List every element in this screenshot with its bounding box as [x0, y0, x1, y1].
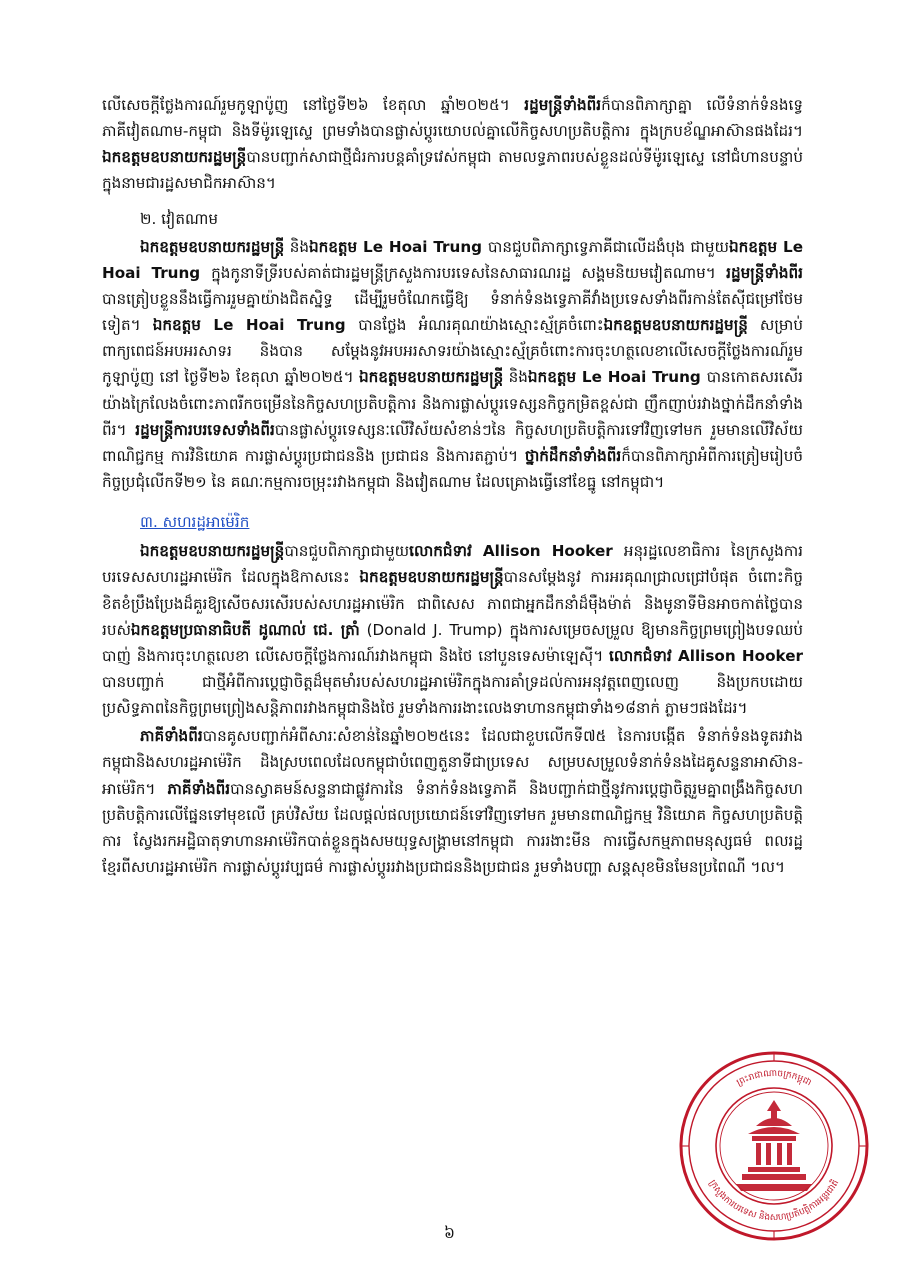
text-run: អនុរដ្ឋលេខាធិការ នៃក្រសួងការបរទេសសហរដ្ឋអាម៉េរិក ដែលក្នុងឱកាសនេះ: [102, 542, 803, 587]
text-run: បានគូសបញ្ជាក់អំពីសារៈសំខាន់នៃឆ្នាំ២០២៥នេះ ដែលជាខួបលើកទី៧៥ នៃការបង្កើត ទំនាក់ទំនងទូតរវាងកម្ពុជានិងសហរដ្ឋអាម៉េរិក ដិងស្របពេលដែលកម្ពុជាបំពេញតួនាទីជាប្រទេស សម្របសម្រួលទំនាក់ទំនងដៃគូសន្ទនាអាស៊ាន-អាម៉េរិក។: [102, 727, 803, 798]
text-run: ភាគីទាំងពីរ: [140, 727, 203, 746]
text-run: ឯកឧត្ដមឧបនាយករដ្ឋមន្ត្រី: [358, 368, 504, 387]
text-run: ២. វៀតណាម: [140, 209, 218, 228]
text-run: ឯកឧត្ដមឧបនាយករដ្ឋមន្ត្រី: [140, 237, 285, 256]
text-run: សម្រាប់ពាក្យពេជន៍អបអរសាទរ និងបាន សម្ដែងនូវអបអរសាទរយ៉ាងស្មោះស្ម័គ្រចំពោះការចុះហត្ថលេខាលើសេចក្តីថ្លែងការណ៍រួមកូឡាប៉ូញ នៅ ថ្ងៃទី២៦ ខែតុលា ឆ្នាំ២០២៥។: [102, 316, 803, 387]
text-run: បានកោតសរសើរ យ៉ាងក្រៃលែងចំពោះភាពរីកចម្រើននៃកិច្ចសហប្រតិបត្តិការ និងការផ្លាស់ប្ដូរទេស្សនកិច្ចកម្រិតខ្ពស់ជា ញឹកញាប់រវាងថ្នាក់ដឹកនាំទាំងពីរ។: [102, 368, 803, 439]
paragraph-usa-2: [102, 723, 803, 880]
svg-text:ក្រសួងការបរទេស និងសហប្រតិបត្តិ: ក្រសួងការបរទេស និងសហប្រតិបត្តិការអន្តរជាតិ: [706, 1178, 842, 1224]
text-run: និង: [503, 368, 528, 387]
text-run: លើសេចក្តីថ្លែងការណ៍រួមកូឡាប៉ូញ នៅថ្ងៃទី២៦ ខែតុលា ឆ្នាំ២០២៥។: [102, 96, 525, 114]
text-run: ភាគីទាំងពីរ: [167, 779, 231, 798]
text-run: ក៏បានពិភាក្សាអំពីការត្រៀមរៀបចំកិច្ចប្រជុំលើកទី២១ នៃ គណៈកម្មការចម្រុះរវាងកម្ពុជា និងវៀតណាម ដែលគ្រោងធ្វើនៅខែធ្នូ នៅកម្ពុជា។: [102, 446, 803, 491]
heading-section-3: [102, 509, 803, 535]
text-run: រដ្ឋមន្ត្រីទាំងពីរ: [524, 96, 602, 114]
official-red-seal: [676, 1048, 872, 1244]
text-run: បានជួបពិភាក្សាទ្វេភាគីជាលើដងំបុង ជាមួយ: [487, 237, 729, 256]
text-run: រដ្ឋមន្ត្រីទាំងពីរ: [726, 263, 803, 282]
text-run: ឯកឧត្ដមឧបនាយករដ្ឋមន្ត្រី: [359, 568, 504, 587]
text-run: បានសម្ដែងនូវ ការអរគុណជ្រាលជ្រៅបំផុត ចំពោះកិច្ចខិតខំប្រឹងប្រែងដ៏គួរឱ្យសើចសរសើរបស់សហរដ្ឋអាម៉េរិក ជាពិសេស ភាពជាអ្នកដឹកនាំដ៏មុឺងម៉ាត់ និងមូនាទីមិនអាចកាត់ថ្លៃបានរបស់: [102, 568, 804, 639]
text-run: បានត្រៀបខ្លួននឹងធ្វើការរួមគ្នាយ៉ាងជិតស្និទ្ធ ដើម្បីរួមចំណែកធ្វើឱ្យ ទំនាក់ទំនងទ្វេភាគីវាំងប្រទេសទាំងពីរកាន់តែស៊ីជម្រៅថែមទៀត។: [102, 289, 803, 335]
text-run: ក្នុងកូនាទីទ្រីរបស់គាត់ជារដ្ឋមន្ត្រីក្រសួងការបរទេសនៃសាធារណរដ្ឋ សង្គមនិយមវៀតណាម។: [211, 263, 727, 282]
text-run: លោកជំទាវ: [609, 646, 672, 665]
text-run: ឯកឧត្ដមឧបនាយករដ្ឋមន្ត្រី: [140, 542, 285, 561]
text-run: បានថ្លែង អំណរគុណយ៉ាងស្មោះស្ម័គ្រចំពោះ: [358, 316, 604, 335]
text-run: Allison Hooker: [471, 542, 624, 561]
text-run: ថ្នាក់ដឹកនាំទាំងពីរ: [524, 446, 622, 465]
text-run: ៣. សហរដ្ឋអាម៉េរិក: [140, 513, 250, 532]
paragraph-intro-continued: [102, 92, 803, 197]
text-run: Le Hoai Trung: [576, 368, 707, 387]
paragraph-usa-1: [102, 538, 803, 721]
heading-section-2: [102, 206, 803, 232]
text-run: ឯកឧត្ដម: [728, 237, 778, 256]
text-run: បានជួបពិភាក្សាជាមួយ: [284, 542, 410, 561]
svg-text:ព្រះរាជាណាចក្រកម្ពុជា: ព្រះរាជាណាចក្រកម្ពុជា: [735, 1068, 813, 1089]
document-body: [102, 92, 803, 880]
text-run: ឯកឧត្ដមប្រធានាធិបតី ដូណាល់ ជេ. ត្រាំ: [130, 620, 360, 639]
text-run: បានស្វាគមន៍សន្ទនាជាផ្លូវការនៃ ទំនាក់ទំនងទ្វេភាគី និងបញ្ជាក់ជាថ្មីនូវការប្តេជ្ញាចិត្តរួមគ្នាពង្រឹងកិច្ចសហប្រតិបត្តិការលើផ្នែនទៅមុខលើ គ្រប់វិស័យ ដែលផ្តល់ផលប្រយោជន៍ទៅវិញទៅមក រួមមានពាណិជ្ជកម្ម វិនិយោគ កិច្ចសហប្រតិបត្តិការ ស្វែងរកអដ្ឋិធាតុទាហានអាម៉េរិកបាត់ខ្លួនក្នុងសមយុទ្ធសង្គ្រាមនៅកម្ពុជា ការរងាះមីន ការធ្វើសកម្មភាពមនុស្សធម៌ ពលរដ្ឋខ្មែរពីសហរដ្ឋអាម៉េរិក ការផ្លាស់ប្ដូរវប្បធម៌ ការផ្លាស់ប្ដូររវាងប្រជាជននិងប្រជាជន រួមទាំងបញ្ហា សន្តសុខមិនមែនប្រពៃណី ។ល។: [102, 779, 803, 876]
text-run: ឯកឧត្ដមឧបនាយករដ្ឋមន្ត្រី: [603, 316, 748, 335]
text-run: និង: [284, 237, 309, 256]
text-run: ឯកឧត្ដម: [309, 237, 358, 256]
text-run: Le Hoai Trung: [357, 237, 488, 256]
text-run: ឯកឧត្ដម: [527, 368, 577, 387]
text-run: Le Hoai Trung: [200, 316, 359, 335]
text-run: (Donald J. Trump): [359, 620, 510, 639]
text-run: ឯកឧត្ដមឧបនាយករដ្ឋមន្ត្រី: [102, 148, 247, 167]
text-run: Le Hoai Trung: [102, 237, 804, 282]
text-run: Allison Hooker: [671, 646, 803, 665]
text-run: លោកជំទាវ: [409, 542, 472, 561]
text-run: ក៏បានពិភាក្សាគ្នា លើទំនាក់ទំនងទ្វេភាគីវៀតណាម-កម្ពុជា និងទីម៉ូរឡេស្ទេ ព្រមទាំងបានផ្លាស់ប្ដូរយោបល់គ្នាលើកិច្ចសហប្រតិបត្តិការ ក្នុងក្របខ័ណ្ឌអាស៊ានផងដែរ។: [102, 96, 803, 141]
text-run: រដ្ឋមន្ត្រីការបរទេសទាំងពីរ: [135, 420, 275, 439]
page-number: ៦: [444, 1224, 455, 1242]
text-run: ឯកឧត្ដម: [152, 316, 201, 335]
text-run: បានបញ្ជាក់ ជាថ្មីអំពីការប្តេជ្ញាចិត្តដ៏មុតមាំរបស់សហរដ្ឋអាម៉េរិកក្នុងការគាំទ្រដល់ការអនុវត្តពេញលេញ និងប្រកបដោយ ប្រសិទ្ធភាពនៃកិច្ចព្រមព្រៀងសន្តិភាពរវាងកម្ពុជានិងថៃ រួមទាំងការរងាះលេងទាហានកម្ពុជាទាំង១៨នាក់ ភ្លាមៗផងដែរ។: [102, 672, 803, 718]
paragraph-vietnam: [102, 234, 803, 495]
text-run: ក្នុងការសម្រេចសម្រួល ឱ្យមានកិច្ចព្រមព្រៀងបទឈប់បាញ់ និងការចុះហត្ថលេខា លើសេចក្តីថ្លែងការណ៍រវាងកម្ពុជា និងថៃ នៅបួនទេសម៉ាឡេស៊ី។: [102, 620, 803, 665]
text-run: បានបញ្ជាក់សាជាថ្មីជំរការបន្តគាំទ្រវេស់កម្ពុជា តាមលទ្ធភាពរបស់ខ្លួនដល់ទីម៉ូរឡេស្ទេ នៅជំហានបន្ទាប់ក្នុងនាមជារដ្ឋសមាជិកអាស៊ាន។: [102, 148, 803, 193]
text-run: បានផ្លាស់ប្ដូរទេស្សនៈលើវិស័យសំខាន់ៗនៃ កិច្ចសហប្រតិបត្តិការទៅវិញទៅមក រួមមានលើវិស័យពាណិជ្ជកម្ម ការវិនិយោគ ការផ្លាស់ប្ដូរប្រជាជននិង ប្រជាជន និងការតភ្ជាប់។: [102, 420, 803, 465]
